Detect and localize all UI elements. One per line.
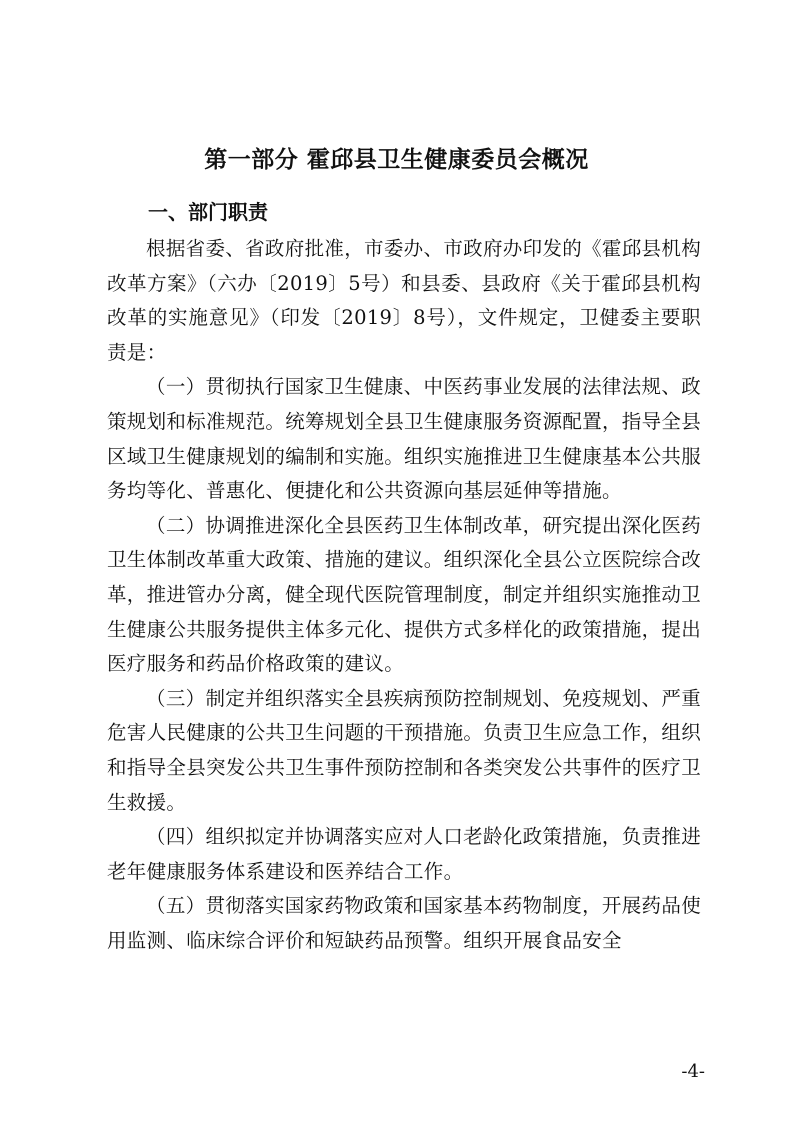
paragraph-duty-3: （三）制定并组织落实全县疾病预防控制规划、免疫规划、严重危害人民健康的公共卫生问题的干预措施。负责卫生应急工作，组织和指导全县突发公共卫生事件预防控制和各类突发公共事件的医疗卫生救援。 — [107, 686, 702, 814]
paragraph-intro: 根据省委、省政府批准，市委办、市政府办印发的《霍邱县机构改革方案》（六办〔2019〕5号）和县委、县政府《关于霍邱县机构改革的实施意见》（印发〔2019〕8号），文件规定，卫健委主要职责是： — [107, 237, 701, 364]
paragraph-duty-5: （五）贯彻落实国家药物政策和国家基本药物制度，开展药品使用监测、临床综合评价和短缺药品预警。组织开展食品安全 — [107, 894, 701, 952]
paragraph-duty-4: （四）组织拟定并协调落实应对人口老龄化政策措施，负责推进老年健康服务体系建设和医养结合工作。 — [107, 825, 701, 883]
page-number: -4- — [681, 1061, 705, 1082]
paragraph-duty-1: （一）贯彻执行国家卫生健康、中医药事业发展的法律法规、政策规划和标准规范。统筹规划全县卫生健康服务资源配置，指导全县区域卫生健康规划的编制和实施。组织实施推进卫生健康基本公共服务均等化、普惠化、便捷化和公共资源向基层延伸等措施。 — [107, 375, 702, 503]
paragraph-duty-2: （二）协调推进深化全县医药卫生体制改革，研究提出深化医药卫生体制改革重大政策、措施的建议。组织深化全县公立医院综合改革，推进管办分离，健全现代医院管理制度，制定并组织实施推动卫生健康公共服务提供主体多元化、提供方式多样化的政策措施，提出医疗服务和药品价格政策的建议。 — [107, 513, 702, 676]
body-text — [107, 232, 701, 958]
page-title: 第一部分 霍邱县卫生健康委员会概况 — [204, 147, 589, 173]
section-heading: 一、部门职责 — [148, 200, 268, 224]
